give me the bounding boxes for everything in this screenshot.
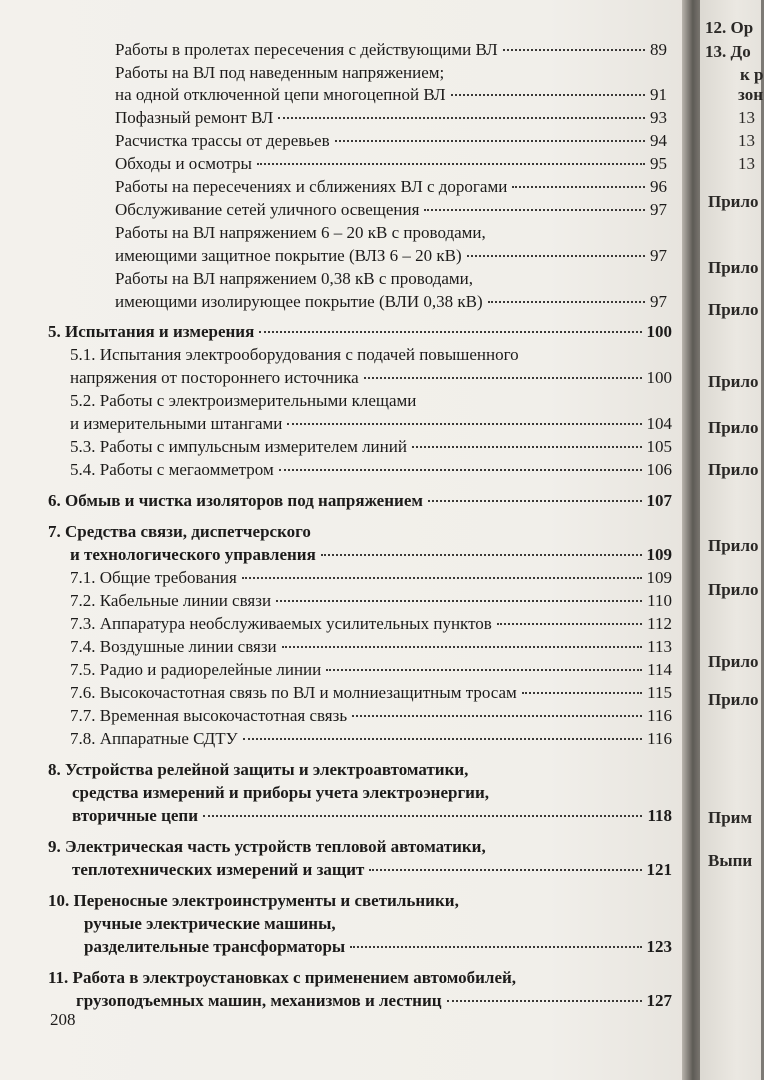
dot-leader (488, 301, 645, 303)
toc-entry-title: вторичные цепи (72, 806, 199, 825)
toc-page-number: 107 (646, 491, 672, 510)
facing-page-fragment: Прило (708, 192, 759, 211)
facing-page-fragment: к р (740, 65, 764, 84)
toc-entry-title: 9. Электрическая часть устройств тепловой автоматики, (48, 837, 486, 856)
toc-page-number: 97 (650, 246, 667, 265)
dot-leader (467, 255, 645, 257)
toc-entry-title: грузоподъемных машин, механизмов и лестниц (76, 991, 442, 1010)
toc-entry (115, 131, 667, 151)
dot-leader (364, 377, 642, 379)
toc-page-number: 121 (646, 860, 672, 879)
dot-leader (242, 577, 642, 579)
dot-leader (278, 117, 645, 119)
facing-page-fragment: зон (738, 85, 764, 104)
toc-entry (70, 660, 672, 680)
toc-entry-title: 11. Работа в электроустановках с применением автомобилей, (48, 968, 517, 987)
toc-page-number: 115 (647, 683, 672, 702)
toc-entry-title: ручные электрические машины, (84, 914, 336, 933)
toc-entry-title: имеющими защитное покрытие (ВЛЗ 6 – 20 кВ) (115, 246, 462, 265)
toc-entry-title: 7.6. Высокочастотная связь по ВЛ и молниезащитным тросам (70, 683, 517, 702)
toc-entry-title: и технологического управления (70, 545, 316, 564)
toc-page-number: 91 (650, 85, 667, 104)
dot-leader (412, 446, 642, 448)
toc-entry (70, 683, 672, 703)
toc-page-number: 105 (646, 437, 672, 456)
dot-leader (276, 600, 642, 602)
toc-page-number: 93 (650, 108, 667, 127)
toc-entry-title: 5.2. Работы с электроизмерительными клещами (70, 391, 417, 410)
toc-entry (70, 368, 672, 388)
toc-entry-title: Работы на ВЛ под наведенным напряжением; (115, 63, 445, 82)
toc-page-number: 94 (650, 131, 667, 150)
toc-entry (84, 914, 672, 934)
toc-entry-title: 6. Обмыв и чистка изоляторов под напряжением (48, 491, 423, 510)
dot-leader (326, 669, 642, 671)
dot-leader (369, 869, 641, 871)
toc-entry-title: 7.7. Временная высокочастотная связь (70, 706, 348, 725)
facing-page-fragment: Прило (708, 418, 759, 437)
facing-page-fragment: 13 (738, 154, 755, 173)
toc-entry (70, 706, 672, 726)
toc-entry (115, 177, 667, 197)
toc-entry (70, 414, 672, 434)
toc-entry (48, 322, 672, 342)
dot-leader (203, 815, 642, 817)
toc-entry-title: Обслуживание сетей уличного освещения (115, 200, 420, 219)
toc-entry (115, 246, 667, 266)
toc-entry (72, 860, 672, 880)
toc-entry-title: имеющими изолирующее покрытие (ВЛИ 0,38 кВ) (115, 292, 483, 311)
toc-page-number: 100 (646, 322, 672, 341)
toc-entry (48, 837, 672, 857)
toc-entry (70, 614, 672, 634)
toc-page-number: 116 (647, 729, 672, 748)
dot-leader (497, 623, 642, 625)
facing-page-fragment: Прило (708, 536, 759, 555)
toc-entry-title: Пофазный ремонт ВЛ (115, 108, 274, 127)
facing-page (700, 0, 764, 1080)
dot-leader (451, 94, 645, 96)
toc-page-number: 95 (650, 154, 667, 173)
facing-page-fragment: Прило (708, 300, 759, 319)
toc-entry (70, 345, 672, 365)
toc-entry-title: 5.3. Работы с импульсным измерителем линий (70, 437, 407, 456)
toc-entry (70, 637, 672, 657)
facing-page-fragment: Прило (708, 258, 759, 277)
toc-entry (72, 806, 672, 826)
dot-leader (257, 163, 645, 165)
toc-entry (70, 591, 672, 611)
toc-page-number: 113 (647, 637, 672, 656)
toc-entry-title: 5.4. Работы с мегаомметром (70, 460, 274, 479)
toc-entry (84, 937, 672, 957)
toc-entry-title: средства измерений и приборы учета электроэнергии, (72, 783, 490, 802)
toc-page-number: 89 (650, 40, 667, 59)
toc-entry (76, 991, 672, 1011)
toc-page-number: 118 (647, 806, 672, 825)
toc-page-number: 96 (650, 177, 667, 196)
toc-entry-title: Обходы и осмотры (115, 154, 252, 173)
toc-entry-title: 7. Средства связи, диспетчерского (48, 522, 311, 541)
toc-entry (48, 968, 672, 988)
page-number: 208 (50, 1010, 76, 1029)
toc-page-number: 112 (647, 614, 672, 633)
toc-entry-title: Работы в пролетах пересечения с действующими ВЛ (115, 40, 498, 59)
dot-leader (279, 469, 642, 471)
toc-entry-title: Работы на ВЛ напряжением 6 – 20 кВ с проводами, (115, 223, 486, 242)
toc-page-number: 114 (647, 660, 672, 679)
toc-entry (115, 292, 667, 312)
dot-leader (352, 715, 642, 717)
facing-page-fragment: Прило (708, 580, 759, 599)
dot-leader (321, 554, 642, 556)
toc-page-number: 106 (646, 460, 672, 479)
facing-page-fragment: Выпи (708, 851, 753, 870)
toc-page-number: 127 (646, 991, 672, 1010)
facing-page-fragment: Прило (708, 372, 759, 391)
toc-entry-title: Работы на пересечениях и сближениях ВЛ с дорогами (115, 177, 508, 196)
toc-entry-title: 5. Испытания и измерения (48, 322, 255, 341)
toc-page-number: 116 (647, 706, 672, 725)
facing-page-fragment: 13. До (705, 42, 751, 61)
toc-entry-title: 7.2. Кабельные линии связи (70, 591, 272, 610)
toc-entry-title: 7.4. Воздушные линии связи (70, 637, 277, 656)
toc-entry (48, 522, 672, 542)
toc-page-number: 110 (647, 591, 672, 610)
toc-entry (115, 269, 667, 289)
toc-page-number: 97 (650, 200, 667, 219)
toc-entry-title: 8. Устройства релейной защиты и электроавтоматики, (48, 760, 469, 779)
toc-page-number: 109 (646, 545, 672, 564)
toc-entry (48, 891, 672, 911)
facing-page-fragment: 13 (738, 131, 755, 150)
toc-entry (70, 460, 672, 480)
dot-leader (243, 738, 642, 740)
dot-leader (424, 209, 645, 211)
dot-leader (503, 49, 645, 51)
toc-page-number: 100 (646, 368, 672, 387)
toc-entry-title: теплотехнических измерений и защит (72, 860, 365, 879)
toc-entry-title: на одной отключенной цепи многоцепной ВЛ (115, 85, 446, 104)
toc-entry (115, 223, 667, 243)
toc-entry (70, 729, 672, 749)
toc-entry (48, 491, 672, 511)
toc-entry (70, 391, 672, 411)
toc-page-number: 109 (646, 568, 672, 587)
toc-entry (72, 783, 672, 803)
toc-entry (115, 63, 667, 83)
facing-page-fragment: 12. Ор (705, 18, 754, 37)
dot-leader (350, 946, 641, 948)
toc-page-number: 123 (646, 937, 672, 956)
toc-entry-title: Работы на ВЛ напряжением 0,38 кВ с проводами, (115, 269, 474, 288)
toc-entry-title: 10. Переносные электроинструменты и светильники, (48, 891, 459, 910)
facing-page-fragment: Прим (708, 808, 753, 827)
dot-leader (287, 423, 641, 425)
facing-page-fragment: Прило (708, 652, 759, 671)
toc-entry-title: и измерительными штангами (70, 414, 283, 433)
dot-leader (512, 186, 645, 188)
toc-entry-title: 7.8. Аппаратные СДТУ (70, 729, 238, 748)
toc-entry-title: напряжения от постороннего источника (70, 368, 359, 387)
toc-entry (115, 108, 667, 128)
toc-entry-title: 7.5. Радио и радиорелейные линии (70, 660, 322, 679)
toc-entry-title: 5.1. Испытания электрооборудования с подачей повышенного (70, 345, 519, 364)
facing-page-fragment: Прило (708, 460, 759, 479)
facing-page-fragment: Прило (708, 690, 759, 709)
dot-leader (259, 331, 641, 333)
toc-entry-title: 7.3. Аппаратура необслуживаемых усилительных пунктов (70, 614, 492, 633)
toc-entry (115, 200, 667, 220)
toc-entry (70, 437, 672, 457)
dot-leader (428, 500, 642, 502)
toc-entry-title: Расчистка трассы от деревьев (115, 131, 330, 150)
toc-entry-title: 7.1. Общие требования (70, 568, 237, 587)
toc-entry (115, 85, 667, 105)
dot-leader (282, 646, 642, 648)
toc-entry (48, 760, 672, 780)
toc-entry (115, 154, 667, 174)
toc-entry-title: разделительные трансформаторы (84, 937, 346, 956)
toc-entry (115, 40, 667, 60)
toc-page-number: 104 (646, 414, 672, 433)
toc-entry (70, 545, 672, 565)
facing-page-fragment: 13 (738, 108, 755, 127)
dot-leader (335, 140, 645, 142)
toc-page-number: 97 (650, 292, 667, 311)
toc-entry (70, 568, 672, 588)
dot-leader (447, 1000, 642, 1002)
dot-leader (522, 692, 642, 694)
